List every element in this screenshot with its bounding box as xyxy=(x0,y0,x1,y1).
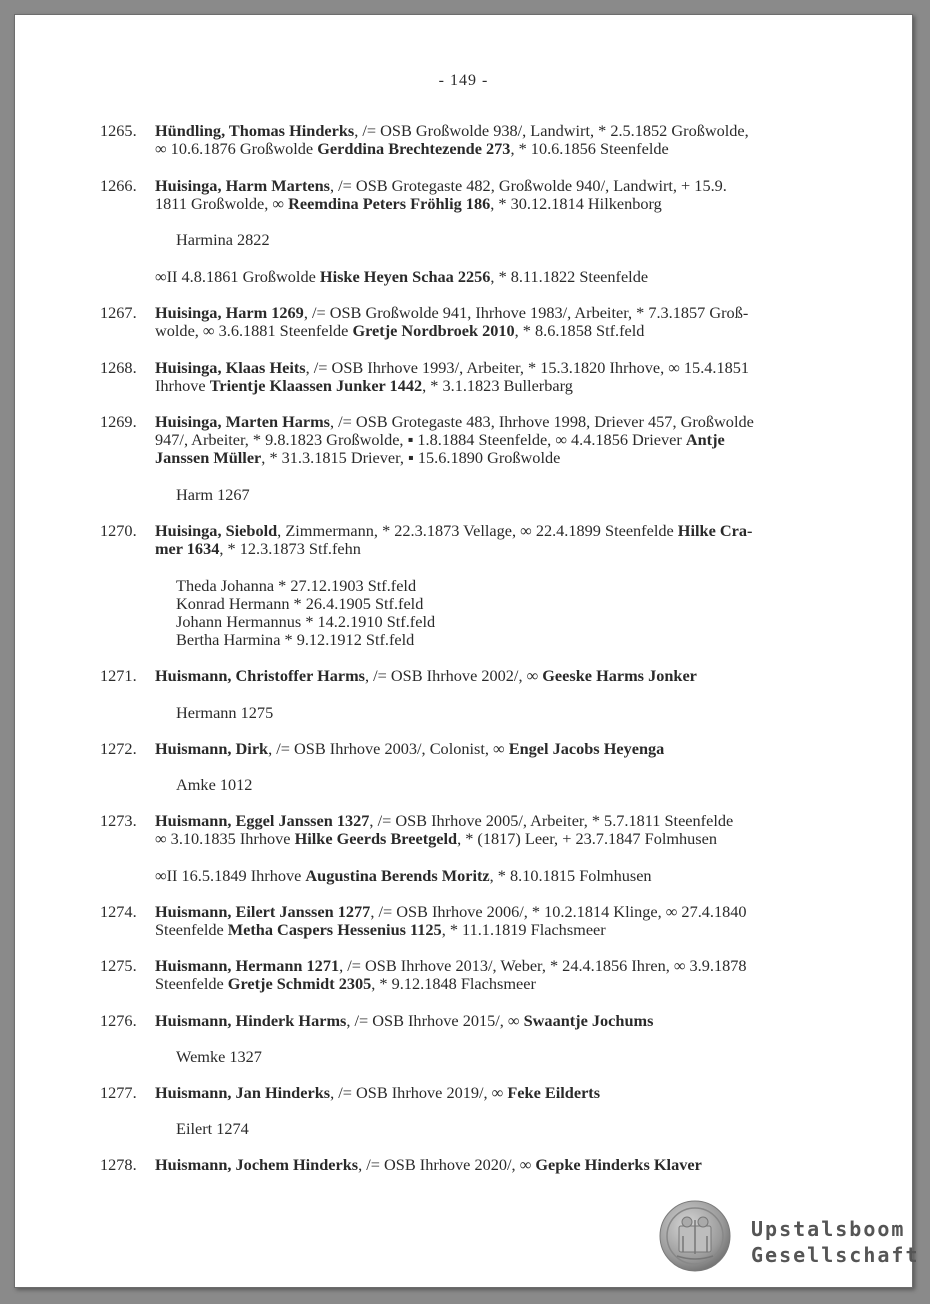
text-line xyxy=(155,304,870,322)
child-list xyxy=(176,486,250,504)
record-text: , * 30.12.1814 Hilkenborg xyxy=(490,194,662,213)
record-text: , /= OSB Großwolde 938/, Landwirt, * 2.5.1852 Großwolde, xyxy=(354,121,749,140)
name-text: Geeske Harms Jonker xyxy=(542,666,697,685)
logo-line-1: Upstalsboom xyxy=(751,1217,906,1241)
entry-text xyxy=(155,1084,870,1102)
name-text: Gretje Schmidt 2305 xyxy=(227,974,372,993)
name-text: Metha Caspers Hessenius 1125 xyxy=(227,920,442,939)
name-text: Huismann, Jan Hinderks xyxy=(155,1083,331,1102)
name-text: Janssen Müller xyxy=(155,448,262,467)
entry-number: 1267. xyxy=(100,303,137,322)
name-text: mer 1634 xyxy=(155,539,220,558)
page-number: - 149 - xyxy=(438,72,489,89)
record-text: Harmina 2822 xyxy=(176,230,270,249)
text-line xyxy=(176,231,270,249)
record-text: , * 3.1.1823 Bullerbarg xyxy=(422,376,573,395)
record-text: , Zimmermann, * 22.3.1873 Vellage, ∞ 22.4.1899 Steenfelde xyxy=(277,521,678,540)
child-list xyxy=(176,231,270,249)
text-line xyxy=(176,1048,262,1066)
name-text: Augustina Berends Moritz xyxy=(305,866,490,885)
entry-number: 1266. xyxy=(100,176,137,195)
name-text: Engel Jacobs Heyenga xyxy=(508,739,665,758)
text-line xyxy=(155,122,870,140)
second-marriage xyxy=(155,867,652,885)
text-line xyxy=(155,177,870,195)
record-text: , * 12.3.1873 Stf.fehn xyxy=(219,539,361,558)
record-text: Amke 1012 xyxy=(176,775,253,794)
entry-text xyxy=(155,1012,870,1030)
name-text: Huisinga, Harm Martens xyxy=(155,176,331,195)
text-line xyxy=(155,975,870,993)
text-line xyxy=(155,812,870,830)
name-text: Huismann, Jochem Hinderks xyxy=(155,1155,359,1174)
entry-number: 1272. xyxy=(100,739,137,758)
entry-text xyxy=(155,122,870,158)
entry-number: 1273. xyxy=(100,811,137,830)
text-line xyxy=(155,667,870,685)
child-list xyxy=(176,704,273,722)
logo-line-2: Gesellschaft xyxy=(751,1243,920,1267)
record-text: Bertha Harmina * 9.12.1912 Stf.feld xyxy=(176,630,415,649)
record-text: , /= OSB Ihrhove 2005/, Arbeiter, * 5.7.1811 Steenfelde xyxy=(369,811,734,830)
text-line xyxy=(155,322,870,340)
text-line xyxy=(155,921,870,939)
text-line xyxy=(176,776,252,794)
entry-text xyxy=(155,177,870,213)
record-text: Theda Johanna * 27.12.1903 Stf.feld xyxy=(176,576,417,595)
record-text: , /= OSB Ihrhove 2002/, ∞ xyxy=(365,666,543,685)
record-text: Harm 1267 xyxy=(176,485,250,504)
entry-number: 1274. xyxy=(100,902,137,921)
entry-text xyxy=(155,903,870,939)
text-line xyxy=(155,431,870,449)
entry-number: 1278. xyxy=(100,1155,137,1174)
record-text: , * 8.10.1815 Folmhusen xyxy=(489,866,652,885)
text-line xyxy=(155,740,870,758)
name-text: Hiske Heyen Schaa 2256 xyxy=(319,267,491,286)
entry-text xyxy=(155,957,870,993)
record-text: , * (1817) Leer, + 23.7.1847 Folmhusen xyxy=(457,829,718,848)
text-line xyxy=(176,613,435,631)
record-text: Johann Hermannus * 14.2.1910 Stf.feld xyxy=(176,612,436,631)
text-line xyxy=(155,830,870,848)
name-text: Huismann, Eggel Janssen 1327 xyxy=(155,811,370,830)
child-list xyxy=(176,776,252,794)
text-line xyxy=(155,867,652,885)
text-line xyxy=(176,704,273,722)
record-text: ∞II 4.8.1861 Großwolde xyxy=(155,267,320,286)
entry-text xyxy=(155,1156,870,1174)
text-line xyxy=(155,1084,870,1102)
record-text: 1811 Großwolde, ∞ xyxy=(155,194,289,213)
entry-number: 1271. xyxy=(100,666,137,685)
name-text: Feke Eilderts xyxy=(507,1083,601,1102)
text-line xyxy=(155,140,870,158)
second-marriage xyxy=(155,268,648,286)
entry-text xyxy=(155,740,870,758)
entry-text xyxy=(155,812,870,848)
text-line xyxy=(176,577,435,595)
child-list xyxy=(176,1120,249,1138)
text-line xyxy=(155,268,648,286)
name-text: Huisinga, Harm 1269 xyxy=(155,303,304,322)
society-logo xyxy=(659,1200,920,1280)
child-list xyxy=(176,1048,262,1066)
seal-icon xyxy=(659,1200,731,1272)
record-text: Steenfelde xyxy=(155,920,228,939)
entry-number: 1269. xyxy=(100,412,137,431)
entry-text xyxy=(155,304,870,340)
text-line xyxy=(155,540,870,558)
name-text: Gepke Hinderks Klaver xyxy=(535,1155,702,1174)
name-text: Huismann, Dirk xyxy=(155,739,269,758)
logo-text xyxy=(751,1216,920,1268)
record-text: 947/, Arbeiter, * 9.8.1823 Großwolde, ▪ 1.8.1884 Steenfelde, ∞ 4.4.1856 Driever xyxy=(155,430,686,449)
record-text: Ihrhove xyxy=(155,376,210,395)
entry-number: 1275. xyxy=(100,956,137,975)
record-text: , /= OSB Ihrhove 1993/, Arbeiter, * 15.3.1820 Ihrhove, ∞ 15.4.1851 xyxy=(305,358,750,377)
record-text: ∞ 3.10.1835 Ihrhove xyxy=(155,829,295,848)
record-text: Hermann 1275 xyxy=(176,703,274,722)
name-text: Gerddina Brechtezende 273 xyxy=(317,139,511,158)
entry-number: 1268. xyxy=(100,358,137,377)
entry-text xyxy=(155,522,870,558)
name-text: Huisinga, Klaas Heits xyxy=(155,358,306,377)
text-line xyxy=(155,522,870,540)
entry-text xyxy=(155,667,870,685)
name-text: Antje xyxy=(685,430,725,449)
name-text: Gretje Nordbroek 2010 xyxy=(352,321,515,340)
name-text: Reemdina Peters Fröhlig 186 xyxy=(288,194,491,213)
text-line xyxy=(176,595,435,613)
record-text: Wemke 1327 xyxy=(176,1047,262,1066)
name-text: Huisinga, Siebold xyxy=(155,521,278,540)
text-line xyxy=(155,1012,870,1030)
name-text: Huismann, Eilert Janssen 1277 xyxy=(155,902,371,921)
text-line xyxy=(155,359,870,377)
entry-text xyxy=(155,413,870,467)
entry-number: 1270. xyxy=(100,521,137,540)
name-text: Huismann, Hermann 1271 xyxy=(155,956,340,975)
text-line xyxy=(155,903,870,921)
child-list xyxy=(176,577,435,649)
record-text: , /= OSB Ihrhove 2020/, ∞ xyxy=(358,1155,536,1174)
record-text: , * 11.1.1819 Flachsmeer xyxy=(441,920,606,939)
record-text: , /= OSB Ihrhove 2003/, Colonist, ∞ xyxy=(268,739,509,758)
text-line xyxy=(155,195,870,213)
record-text: wolde, ∞ 3.6.1881 Steenfelde xyxy=(155,321,353,340)
text-line xyxy=(176,1120,249,1138)
text-line xyxy=(155,377,870,395)
name-text: Hilke Cra- xyxy=(677,521,753,540)
record-text: Eilert 1274 xyxy=(176,1119,249,1138)
text-line xyxy=(176,631,435,649)
record-text: , /= OSB Grotegaste 483, Ihrhove 1998, Driever 457, Großwolde xyxy=(330,412,754,431)
name-text: Hündling, Thomas Hinderks xyxy=(155,121,355,140)
record-text: , /= OSB Ihrhove 2015/, ∞ xyxy=(346,1011,524,1030)
name-text: Huismann, Christoffer Harms xyxy=(155,666,365,685)
name-text: Hilke Geerds Breetgeld xyxy=(294,829,458,848)
record-text: ∞ 10.6.1876 Großwolde xyxy=(155,139,318,158)
record-text: , * 9.12.1848 Flachsmeer xyxy=(371,974,536,993)
record-text: , * 8.11.1822 Steenfelde xyxy=(490,267,649,286)
entry-number: 1265. xyxy=(100,121,137,140)
entry-number: 1277. xyxy=(100,1083,137,1102)
entry-text xyxy=(155,359,870,395)
text-line xyxy=(176,486,250,504)
text-line xyxy=(155,1156,870,1174)
record-text: Konrad Hermann * 26.4.1905 Stf.feld xyxy=(176,594,424,613)
name-text: Trientje Klaassen Junker 1442 xyxy=(209,376,423,395)
name-text: Huismann, Hinderk Harms xyxy=(155,1011,347,1030)
record-text: ∞II 16.5.1849 Ihrhove xyxy=(155,866,306,885)
record-text: , /= OSB Ihrhove 2013/, Weber, * 24.4.1856 Ihren, ∞ 3.9.1878 xyxy=(339,956,747,975)
document-page xyxy=(14,14,920,1288)
text-line xyxy=(155,413,870,431)
record-text: , * 10.6.1856 Steenfelde xyxy=(510,139,669,158)
text-line xyxy=(155,449,870,467)
record-text: , /= OSB Großwolde 941, Ihrhove 1983/, Arbeiter, * 7.3.1857 Groß- xyxy=(303,303,749,322)
record-text: , /= OSB Ihrhove 2006/, * 10.2.1814 Klinge, ∞ 27.4.1840 xyxy=(370,902,747,921)
text-line xyxy=(155,957,870,975)
record-text: , * 8.6.1858 Stf.feld xyxy=(514,321,645,340)
name-text: Swaantje Jochums xyxy=(523,1011,654,1030)
name-text: Huisinga, Marten Harms xyxy=(155,412,331,431)
record-text: , /= OSB Ihrhove 2019/, ∞ xyxy=(330,1083,508,1102)
record-text: Steenfelde xyxy=(155,974,228,993)
record-text: , /= OSB Grotegaste 482, Großwolde 940/, Landwirt, + 15.9. xyxy=(330,176,727,195)
entry-number: 1276. xyxy=(100,1011,137,1030)
record-text: , * 31.3.1815 Driever, ▪ 15.6.1890 Großwolde xyxy=(261,448,561,467)
